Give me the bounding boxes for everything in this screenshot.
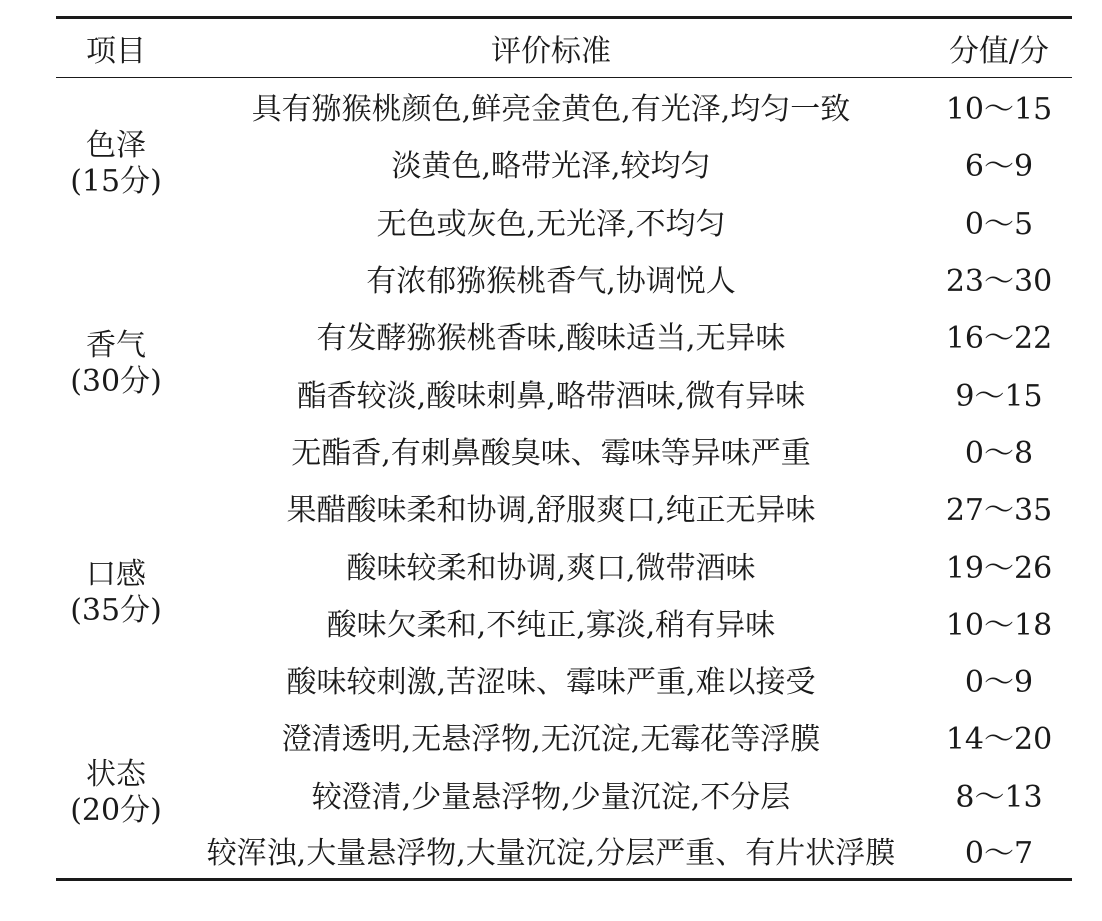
table-row — [56, 307, 1072, 364]
score-cell: 27～35 — [945, 493, 1053, 529]
score-cell: 8～13 — [955, 779, 1043, 815]
group-total: (15分) — [70, 163, 162, 199]
criteria-cell: 有浓郁猕猴桃香气,协调悦人 — [366, 264, 736, 300]
criteria-cell: 酸味较柔和协调,爽口,微带酒味 — [346, 550, 756, 586]
group-label — [56, 78, 176, 250]
group-name: 口感 — [86, 557, 146, 593]
score-cell: 23～30 — [945, 264, 1053, 300]
criteria-cell: 酯香较淡,酸味刺鼻,略带酒味,微有异味 — [296, 378, 806, 414]
score-cell: 0～5 — [964, 206, 1034, 242]
table-row — [56, 536, 1072, 593]
score-cell: 0～7 — [926, 822, 1072, 879]
score-cell: 14～20 — [945, 722, 1053, 758]
table-header-row — [56, 18, 1072, 78]
table-row — [56, 192, 1072, 249]
header-score: 分值/分 — [926, 18, 1072, 78]
group-name: 状态 — [86, 756, 146, 792]
criteria-cell: 淡黄色,略带光泽,较均匀 — [391, 149, 711, 185]
score-cell: 10～15 — [945, 92, 1053, 128]
criteria-cell: 酸味较刺激,苦涩味、霉味严重,难以接受 — [286, 665, 816, 701]
header-item: 项目 — [56, 18, 176, 78]
table-row — [56, 650, 1072, 707]
group-label — [56, 479, 176, 708]
header-criteria: 评价标准 — [176, 18, 926, 78]
group-name: 色泽 — [86, 127, 146, 163]
criteria-cell: 有发酵猕猴桃香味,酸味适当,无异味 — [316, 321, 786, 357]
group-name: 香气 — [86, 327, 146, 363]
criteria-cell: 酸味欠柔和,不纯正,寡淡,稍有异味 — [326, 607, 776, 643]
criteria-cell: 果醋酸味柔和协调,舒服爽口,纯正无异味 — [286, 493, 816, 529]
criteria-cell: 较澄清,少量悬浮物,少量沉淀,不分层 — [311, 779, 791, 815]
criteria-cell: 较浑浊,大量悬浮物,大量沉淀,分层严重、有片状浮膜 — [176, 822, 926, 879]
criteria-cell: 澄清透明,无悬浮物,无沉淀,无霉花等浮膜 — [281, 722, 821, 758]
table-row — [56, 78, 1072, 135]
criteria-cell: 无酯香,有刺鼻酸臭味、霉味等异味严重 — [291, 435, 811, 471]
score-cell: 16～22 — [945, 321, 1053, 357]
table-row — [56, 135, 1072, 192]
criteria-cell: 具有猕猴桃颜色,鲜亮金黄色,有光泽,均匀一致 — [251, 92, 851, 128]
score-cell: 9～15 — [955, 378, 1043, 414]
criteria-cell: 无色或灰色,无光泽,不均匀 — [376, 206, 726, 242]
table-row — [56, 421, 1072, 478]
table-row — [56, 249, 1072, 306]
score-cell: 0～8 — [964, 435, 1034, 471]
group-total: (35分) — [70, 593, 162, 629]
score-cell: 0～9 — [964, 665, 1034, 701]
evaluation-table — [56, 16, 1072, 881]
group-total: (20分) — [70, 792, 162, 828]
table-row — [56, 765, 1072, 822]
table-row — [56, 364, 1072, 421]
score-cell: 10～18 — [945, 607, 1053, 643]
score-cell: 6～9 — [964, 149, 1034, 185]
table-row — [56, 708, 1072, 765]
group-label — [56, 249, 176, 478]
group-label — [56, 708, 176, 880]
table-row — [56, 593, 1072, 650]
table-row — [56, 822, 1072, 879]
table-row — [56, 479, 1072, 536]
score-cell: 19～26 — [945, 550, 1053, 586]
group-total: (30分) — [70, 363, 162, 399]
